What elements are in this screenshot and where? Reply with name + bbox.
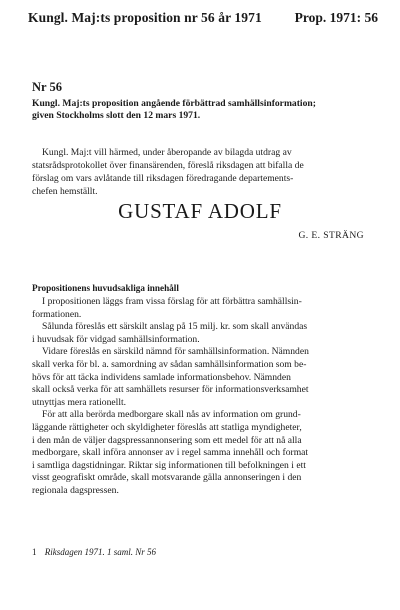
footer-reference: Riksdagen 1971. 1 saml. Nr 56	[44, 547, 156, 557]
intro-line: Kungl. Maj:t vill härmed, under åberopande av bilagda utdrag av	[42, 147, 292, 158]
body-line: i huvudsak för vidgad samhällsinformation.	[32, 333, 200, 345]
body-line: skall verka för bl. a. samordning av sådan samhällsinformation som be-	[32, 358, 307, 370]
body-line: visst geografiskt område, skall motsvarande gälla annonseringen i den	[32, 472, 302, 484]
body-line: För att alla berörda medborgare skall nås av information om grund-	[42, 409, 301, 421]
body-line: i den mån de väljer dagspressannonsering som ett medel för att nå alla	[32, 434, 302, 446]
body-line: I propositionen läggs fram vissa förslag för att förbättra samhällsin-	[42, 296, 302, 307]
page-footer	[32, 547, 156, 557]
document-header-title: Kungl. Maj:ts proposition nr 56 år 1971	[28, 10, 262, 25]
intro-line: förslag om vars avlåtande till riksdagen föredragande departements-	[32, 173, 294, 184]
proposition-number: Nr 56	[32, 80, 62, 94]
intro-paragraph	[32, 146, 370, 198]
body-line: medborgare, skall införa annonser av i regel samma innehåll och format	[32, 447, 309, 459]
minister-signature: G. E. STRÄNG	[298, 230, 364, 241]
body-line: hövs för att täcka individens samlade informationsbehov. Nämnden	[32, 371, 291, 383]
body-line: skall också verka för att samhällets resurser för informationsverksamhet	[32, 384, 309, 396]
proposition-number-header: Prop. 1971: 56	[294, 10, 378, 25]
subject-line: Kungl. Maj:ts proposition angående förbättrad samhällsinformation;	[32, 98, 316, 109]
intro-line: statsrådsprotokollet över finansärenden, föreslå riksdagen att bifalla de	[32, 160, 304, 171]
page-number: 1	[32, 547, 37, 557]
intro-line: chefen hemställt.	[32, 186, 98, 197]
body-line: läggande rättigheter och skyldigheter föreslås att statliga myndigheter,	[32, 421, 302, 433]
body-line: regionala dagspressen.	[32, 484, 119, 496]
body-text	[32, 296, 372, 498]
king-signature: GUSTAF ADOLF	[118, 199, 282, 223]
section-heading: Propositionens huvudsakliga innehåll	[32, 283, 179, 293]
subject-line: given Stockholms slott den 12 mars 1971.	[32, 110, 201, 121]
body-line: i samtliga dagstidningar. Riktar sig informationen till befolkningen i ett	[32, 459, 306, 471]
body-line: Vidare föreslås en särskild nämnd för samhällsinformation. Nämnden	[42, 346, 309, 358]
body-line: utnyttjas mera rationellt.	[32, 396, 127, 408]
proposition-subject	[32, 98, 332, 122]
body-line: Sålunda föreslås ett särskilt anslag på 15 milj. kr. som skall användas	[42, 321, 308, 333]
body-line: formationen.	[32, 308, 82, 320]
